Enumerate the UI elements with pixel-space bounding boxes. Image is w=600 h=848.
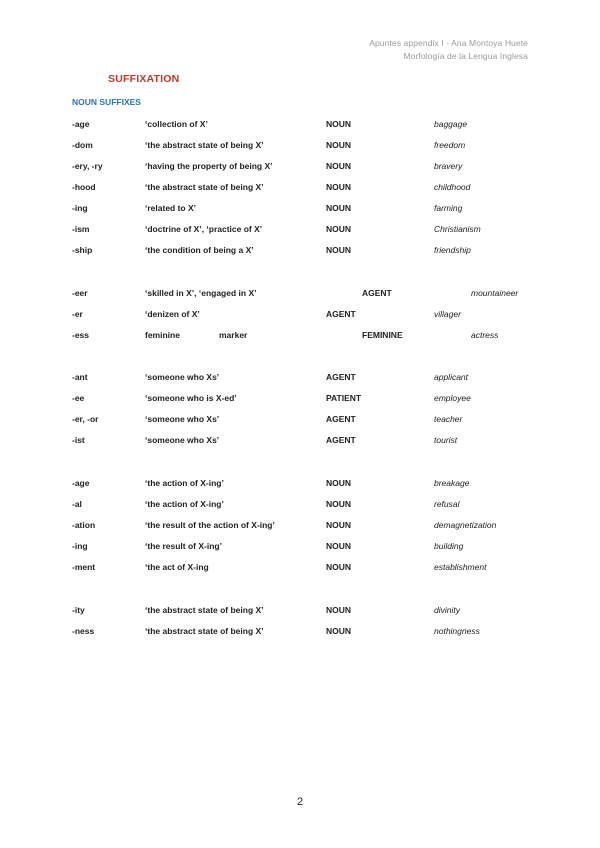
example-cell: teacher (434, 414, 463, 424)
suffix-cell: -eer (72, 288, 88, 298)
section-subtitle: NOUN SUFFIXES (72, 97, 141, 107)
example-cell: childhood (434, 182, 471, 192)
suffix-cell: -ism (72, 224, 90, 234)
category-cell: AGENT (326, 435, 356, 445)
category-cell: NOUN (326, 182, 352, 192)
meaning-cell: ‘having the property of being X’ (145, 161, 273, 171)
suffix-cell: -ity (72, 605, 85, 615)
suffix-cell: -ess (72, 330, 90, 340)
example-cell: freedom (434, 140, 466, 150)
category-cell: NOUN (326, 499, 352, 509)
example-cell: bravery (434, 161, 463, 171)
category-cell: AGENT (326, 372, 356, 382)
meaning-cell: ‘the action of X-ing’ (145, 478, 224, 488)
header-author: Apuntes appendix I - Ana Montoya Huete (369, 38, 528, 48)
header-course: Morfología de la Lengua Inglesa (403, 51, 528, 61)
meaning-cell: ‘the abstract state of being X’ (145, 626, 264, 636)
example-cell: establishment (434, 562, 487, 572)
example-cell: employee (434, 393, 471, 403)
page-header (369, 37, 528, 63)
category-cell: AGENT (326, 309, 356, 319)
meaning-cell: ‘someone who Xs’ (145, 372, 220, 382)
category-cell: FEMININE (362, 330, 403, 340)
suffix-cell: -ant (72, 372, 88, 382)
example-cell: friendship (434, 245, 471, 255)
meaning-cell: ‘the condition of being a X’ (145, 245, 254, 255)
example-cell: breakage (434, 478, 470, 488)
example-cell: nothingness (434, 626, 480, 636)
example-cell: demagnetization (434, 520, 497, 530)
meaning-cell: ‘someone who is X-ed’ (145, 393, 237, 403)
category-cell: NOUN (326, 520, 352, 530)
meaning-cell: ‘denizen of X’ (145, 309, 200, 319)
category-cell: NOUN (326, 245, 352, 255)
category-cell: AGENT (362, 288, 392, 298)
category-cell: NOUN (326, 140, 352, 150)
suffix-cell: -ing (72, 541, 88, 551)
page-number: 2 (296, 796, 304, 808)
example-cell: mountaineer (471, 288, 519, 298)
category-cell: NOUN (326, 626, 352, 636)
example-cell: villager (434, 309, 461, 319)
meaning-cell: ‘related to X’ (145, 203, 197, 213)
category-cell: NOUN (326, 541, 352, 551)
suffix-cell: -ation (72, 520, 96, 530)
meaning-cell: ‘the result of the action of X-ing’ (145, 520, 275, 530)
example-cell: tourist (434, 435, 458, 445)
category-cell: NOUN (326, 224, 352, 234)
suffix-cell: -ist (72, 435, 85, 445)
meaning-cell: ‘the act of X-ing (145, 562, 209, 572)
example-cell: baggage (434, 119, 468, 129)
meaning-cell: ‘skilled in X’, ‘engaged in X’ (145, 288, 257, 298)
suffix-cell: -ment (72, 562, 96, 572)
suffix-cell: -ship (72, 245, 93, 255)
category-cell: NOUN (326, 161, 352, 171)
meaning-cell: feminine (145, 330, 180, 340)
meaning-cell: ‘someone who Xs’ (145, 414, 220, 424)
suffix-cell: -age (72, 119, 90, 129)
meaning-cell-extra: marker (219, 330, 248, 340)
category-cell: NOUN (326, 119, 352, 129)
example-cell: applicant (434, 372, 469, 382)
suffix-cell: -er (72, 309, 83, 319)
meaning-cell: ‘collection of X’ (145, 119, 208, 129)
suffix-cell: -age (72, 478, 90, 488)
example-cell: divinity (434, 605, 460, 615)
meaning-cell: ‘the action of X-ing’ (145, 499, 224, 509)
example-cell: farming (434, 203, 463, 213)
section-title: SUFFIXATION (108, 73, 180, 85)
example-cell: actress (471, 330, 499, 340)
suffix-cell: -ing (72, 203, 88, 213)
category-cell: NOUN (326, 203, 352, 213)
meaning-cell: ‘someone who Xs’ (145, 435, 220, 445)
category-cell: PATIENT (326, 393, 362, 403)
category-cell: NOUN (326, 478, 352, 488)
meaning-cell: ‘the abstract state of being X’ (145, 140, 264, 150)
category-cell: NOUN (326, 562, 352, 572)
example-cell: refusal (434, 499, 460, 509)
category-cell: NOUN (326, 605, 352, 615)
meaning-cell: ‘doctrine of X’, ‘practice of X’ (145, 224, 263, 234)
example-cell: Christianism (434, 224, 481, 234)
meaning-cell: ‘the abstract state of being X’ (145, 182, 264, 192)
suffix-cell: -ery, -ry (72, 161, 103, 171)
example-cell: building (434, 541, 464, 551)
meaning-cell: ‘the result of X-ing’ (145, 541, 222, 551)
suffix-cell: -er, -or (72, 414, 99, 424)
meaning-cell: ‘the abstract state of being X’ (145, 605, 264, 615)
category-cell: AGENT (326, 414, 356, 424)
suffix-cell: -ness (72, 626, 95, 636)
suffix-cell: -hood (72, 182, 96, 192)
suffix-cell: -ee (72, 393, 85, 403)
suffix-cell: -al (72, 499, 82, 509)
suffix-cell: -dom (72, 140, 93, 150)
